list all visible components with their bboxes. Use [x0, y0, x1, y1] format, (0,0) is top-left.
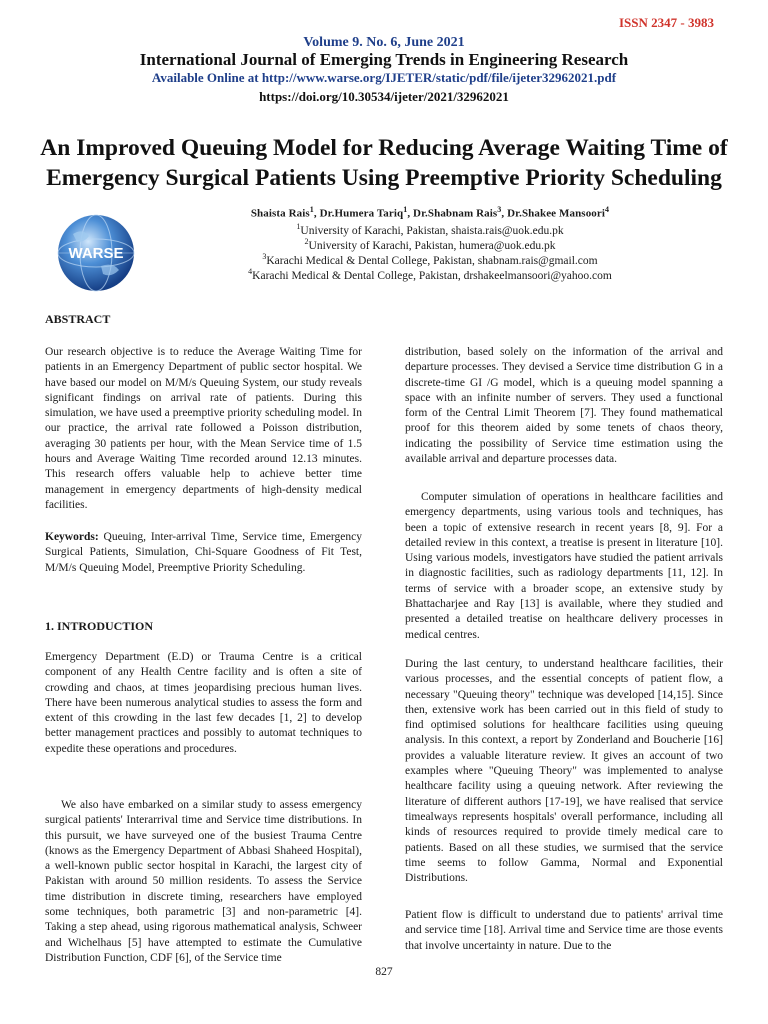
right-p1-text: distribution, based solely on the information of the arrival and departure processes. They devised a Service time distribution G in a discrete-time GI /G model, which is a queuing model spanning a space with an infinite number of servers. They used a functional form of the Central Limit Theorem [7]. They found mathematical proof for this theorem aided by some tenets of chaos theory, indicating the possibility of Service time estimation using the available arrival and departure processes data.: [405, 346, 723, 466]
abstract-paragraph: Our research objective is to reduce the Average Waiting Time for patients in an Emergency Department of public sector hospital. We have based our model on M/M/s Queuing System, our study reveals significant findings on arrival rate of patients. During this simulation, we have used a preemptive priority scheduling model. In our practice, the arrival rate followed a Poisson distribution, averaging 30 patients per hour, with the Mean Service time of 1.5 hours and Average Waiting Time recorded around 12.13 minutes. This research offers valuable help to achieve better time management in emergency departments of high-density medical facilities.: [45, 346, 362, 511]
aff-text: University of Karachi, Pakistan, shaista.rais@uok.edu.pk: [300, 224, 564, 237]
affiliation-4: [150, 267, 710, 282]
keywords-block: [45, 530, 362, 576]
keywords-text: Queuing, Inter-arrival Time, Service time, Emergency Surgical Patients, Simulation, Chi-Square Goodness of Fit Test, M/M/s Queuing Model, Preemptive Priority Scheduling.: [45, 531, 362, 574]
author-name: Dr.Shabnam Rais: [413, 207, 498, 220]
paper-title: [30, 133, 738, 193]
affiliation-2: [150, 237, 710, 252]
right-paragraph-3: [405, 657, 723, 886]
intro-p1-text: Emergency Department (E.D) or Trauma Centre is a critical component of any Health Centre facility and is often a site of crowding and chaos, at times jeopardising precious human lives. There have been numerous analytical studies to assess the form and extent of this crowding in the last few decades [1, 2] to develop better management practices and possibly to automat techniques to expedite these operations and procedures.: [45, 651, 362, 755]
logo-text: WARSE: [68, 245, 124, 262]
author-sup: 1: [309, 205, 314, 214]
right-p4-text: Patient flow is difficult to understand due to patients' arrival time and service time [18]. Arrival time and Service time are those events that involve uncertainty in nature. Due to the: [405, 909, 723, 952]
volume-line: Volume 9. No. 6, June 2021: [303, 35, 465, 50]
affiliation-1: [150, 222, 710, 237]
aff-text: University of Karachi, Pakistan, humera@uok.edu.pk: [308, 239, 556, 252]
aff-sup: 4: [248, 267, 253, 276]
intro-p2-text: We also have embarked on a similar study to assess emergency surgical patients' Interarrival time and Service time distributions. In this pursuit, we have surveyed one of the busiest Trauma Centre (knows as the Emergency Department of Abbasi Shaheed Hospital), a well-known public sector hospital in Karachi, the largest city of Pakistan with around 50 million residents. To assess the Service time distribution in discrete timing, researchers have employed some techniques, both parametric [3] and non-parametric [4]. Taking a step ahead, using rigorous mathematical analysis, Schweer and Wichelhaus [5] have attempted to estimate the Cumulative Distribution Function, CDF [6], of the Service time: [45, 799, 362, 964]
right-paragraph-2: [405, 490, 723, 643]
author-name: Dr.Shakee Mansoori: [507, 207, 606, 220]
intro-paragraph-1: [45, 650, 362, 757]
author-name: Dr.Humera Tariq: [319, 207, 404, 220]
right-p2-text: Computer simulation of operations in healthcare facilities and emergency departments, using various tools and techniques, has been a topic of extensive research in recent years [8, 9]. For a detailed review in this context, a treatise is present in literature [10]. Using various models, investigators have studied the patient arrivals in diagnostic facilities, such as radiology departments [11, 12]. In terms of service with a broader scope, an extensive study by Bhattacharjee and Ray [13] is available, where they studied and presented a detailed treatise on healthcare delivery processes in medical centres.: [405, 491, 723, 641]
aff-sup: 1: [296, 222, 301, 231]
author-sup: 4: [605, 205, 610, 214]
aff-text: Karachi Medical & Dental College, Pakistan, drshakeelmansoori@yahoo.com: [252, 269, 612, 282]
author-sup: 1: [403, 205, 408, 214]
title-line-1: An Improved Queuing Model for Reducing Average Waiting Time of: [40, 135, 728, 161]
introduction-heading: 1. INTRODUCTION: [45, 619, 154, 633]
issn-label: ISSN 2347 - 3983: [619, 15, 714, 30]
author-list: Shaista Rais$^1$, Dr.Humera Tariq$^1$, Dr.Shabnam Rais$^3$, Dr.Shakee Mansoori$^4$: [250, 205, 610, 220]
doi-link[interactable]: https://doi.org/10.30534/ijeter/2021/32962021: [259, 89, 509, 104]
aff-sup: 2: [304, 237, 309, 246]
right-paragraph-1: [405, 345, 723, 467]
right-p3-text: During the last century, to understand healthcare facilities, their various processes, and the essential concepts of patient flow, a necessary "Queuing theory" technique was developed [14,15]. Since then, extensive work has been carried out in this field of study to find optimised solutions for healthcare facilities using queuing analysis. In this context, a report by Zonderland and Boucherie [16] provides a valuable literature review. It gives an account of two examples where "Queuing Theory" was implemented to analyse healthcare facility using a queuing network. After reviewing the literature of different authors [17-19], we have realised that service timealways represents hospitals' overall performance, including all kinds of resources required to provide timely medical care to patients. Based on all these studies, we surmised that the service time seems to follow Gamma, Normal and Exponential Distributions.: [405, 658, 723, 885]
abstract-body: [45, 345, 362, 513]
available-online-link[interactable]: Available Online at http://www.warse.org/IJETER/static/pdf/file/ijeter32962021.pdf: [151, 70, 617, 85]
author-sup: 3: [497, 205, 502, 214]
journal-name: International Journal of Emerging Trends in Engineering Research: [139, 50, 629, 69]
title-line-2: Emergency Surgical Patients Using Preemptive Priority Scheduling: [46, 165, 722, 191]
abstract-heading: ABSTRACT: [45, 312, 111, 326]
intro-paragraph-2: [45, 798, 362, 966]
author-name: Shaista Rais: [250, 207, 310, 220]
affiliation-3: [150, 252, 710, 267]
right-paragraph-4: [405, 908, 723, 954]
warse-globe-logo-icon: [55, 212, 137, 294]
keywords-label: Keywords:: [45, 531, 99, 543]
aff-sup: 3: [262, 252, 267, 261]
page-number: 827: [375, 966, 393, 978]
aff-text: Karachi Medical & Dental College, Pakistan, shabnam.rais@gmail.com: [266, 254, 598, 267]
